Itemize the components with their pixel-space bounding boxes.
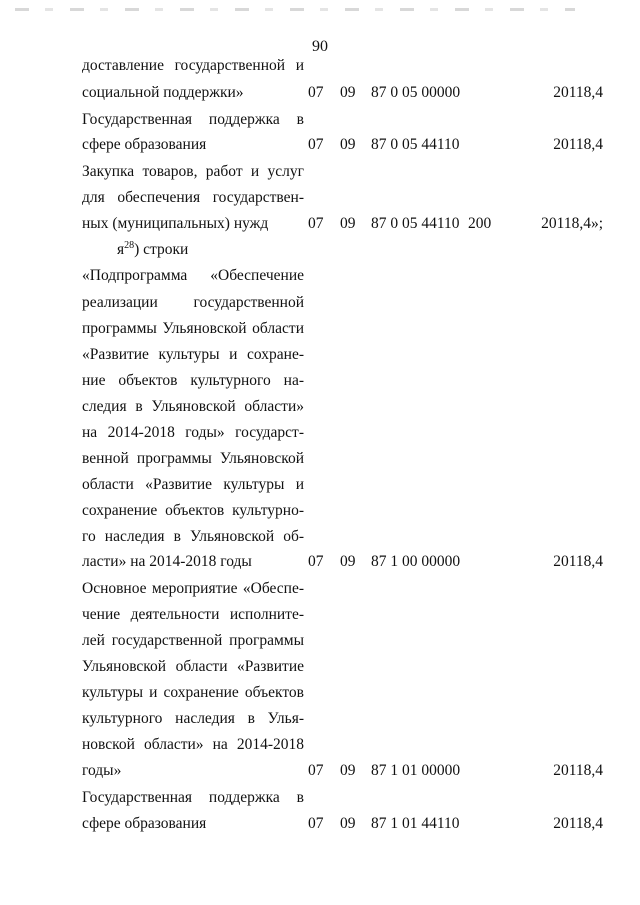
- section-code: 07: [308, 84, 324, 101]
- target-article-code: 87 0 05 44110: [371, 215, 460, 232]
- target-article-code: 87 0 05 44110: [371, 136, 460, 153]
- row-text-line: программы Ульяновской области: [82, 320, 304, 337]
- row-text-line: Государственная поддержка в: [82, 789, 304, 806]
- expense-type-code: 200: [468, 215, 492, 232]
- amount: 20118,4: [553, 136, 603, 153]
- subsection-code: 09: [340, 553, 356, 570]
- row-text-line: венной программы Ульяновской: [82, 450, 304, 467]
- row-text-line: «Подпрограмма «Обеспечение: [82, 267, 304, 284]
- target-article-code: 87 1 00 00000: [371, 553, 461, 570]
- row-text-line: реализации государственной: [82, 294, 304, 311]
- section-code: 07: [308, 762, 324, 779]
- amount: 20118,4: [553, 84, 603, 101]
- row-text-line: сфере образования: [82, 136, 207, 153]
- row-text-line: Государственная поддержка в: [82, 111, 304, 128]
- page-number: 90: [312, 38, 328, 55]
- insert-instruction: [117, 241, 188, 259]
- insert-prefix: я: [117, 241, 125, 258]
- row-text-line: «Развитие культуры и сохране-: [82, 346, 304, 363]
- row-text-line: Ульяновской области «Развитие: [82, 658, 304, 675]
- section-code: 07: [308, 815, 324, 832]
- target-article-code: 87 1 01 44110: [371, 815, 460, 832]
- subsection-code: 09: [340, 815, 356, 832]
- row-text-line: сохранение объектов культурно-: [82, 502, 304, 519]
- subsection-code: 09: [340, 84, 356, 101]
- row-text-line: области «Развитие культуры и: [82, 476, 304, 493]
- row-text-line: культуры и сохранение объектов: [82, 684, 304, 701]
- row-text-line: Основное мероприятие «Обеспе-: [82, 580, 304, 597]
- subsection-code: 09: [340, 762, 356, 779]
- subsection-code: 09: [340, 136, 356, 153]
- row-text-line: следия в Ульяновской области»: [82, 398, 304, 415]
- row-text-line: лей государственной программы: [82, 632, 304, 649]
- section-code: 07: [308, 215, 324, 232]
- section-code: 07: [308, 136, 324, 153]
- target-article-code: 87 1 01 00000: [371, 762, 461, 779]
- footnote-superscript: 28: [124, 239, 135, 251]
- row-text-line: ласти» на 2014-2018 годы: [82, 553, 252, 570]
- insert-suffix: ) строки: [134, 241, 189, 258]
- target-article-code: 87 0 05 00000: [371, 84, 461, 101]
- section-code: 07: [308, 553, 324, 570]
- row-text-line: культурного наследия в Улья-: [82, 710, 304, 727]
- amount: 20118,4»;: [541, 215, 603, 232]
- row-text-line: доставление государственной и: [82, 57, 304, 74]
- row-text-line: социальной поддержки»: [82, 84, 244, 101]
- row-text-line: новской области» на 2014-2018: [82, 736, 304, 753]
- row-text-line: чение деятельности исполните-: [82, 606, 304, 623]
- amount: 20118,4: [553, 815, 603, 832]
- row-text-line: го наследия в Ульяновской об-: [82, 528, 304, 545]
- row-text-line: сфере образования: [82, 815, 207, 832]
- row-text-line: Закупка товаров, работ и услуг: [82, 163, 304, 180]
- scan-artifact: [15, 8, 575, 11]
- row-text-line: ных (муниципальных) нужд: [82, 215, 269, 232]
- row-text-line: ние объектов культурного на-: [82, 372, 304, 389]
- amount: 20118,4: [553, 553, 603, 570]
- row-text-line: годы»: [82, 762, 122, 779]
- amount: 20118,4: [553, 762, 603, 779]
- row-text-line: для обеспечения государствен-: [82, 189, 304, 206]
- subsection-code: 09: [340, 215, 356, 232]
- row-text-line: на 2014-2018 годы» государст-: [82, 424, 304, 441]
